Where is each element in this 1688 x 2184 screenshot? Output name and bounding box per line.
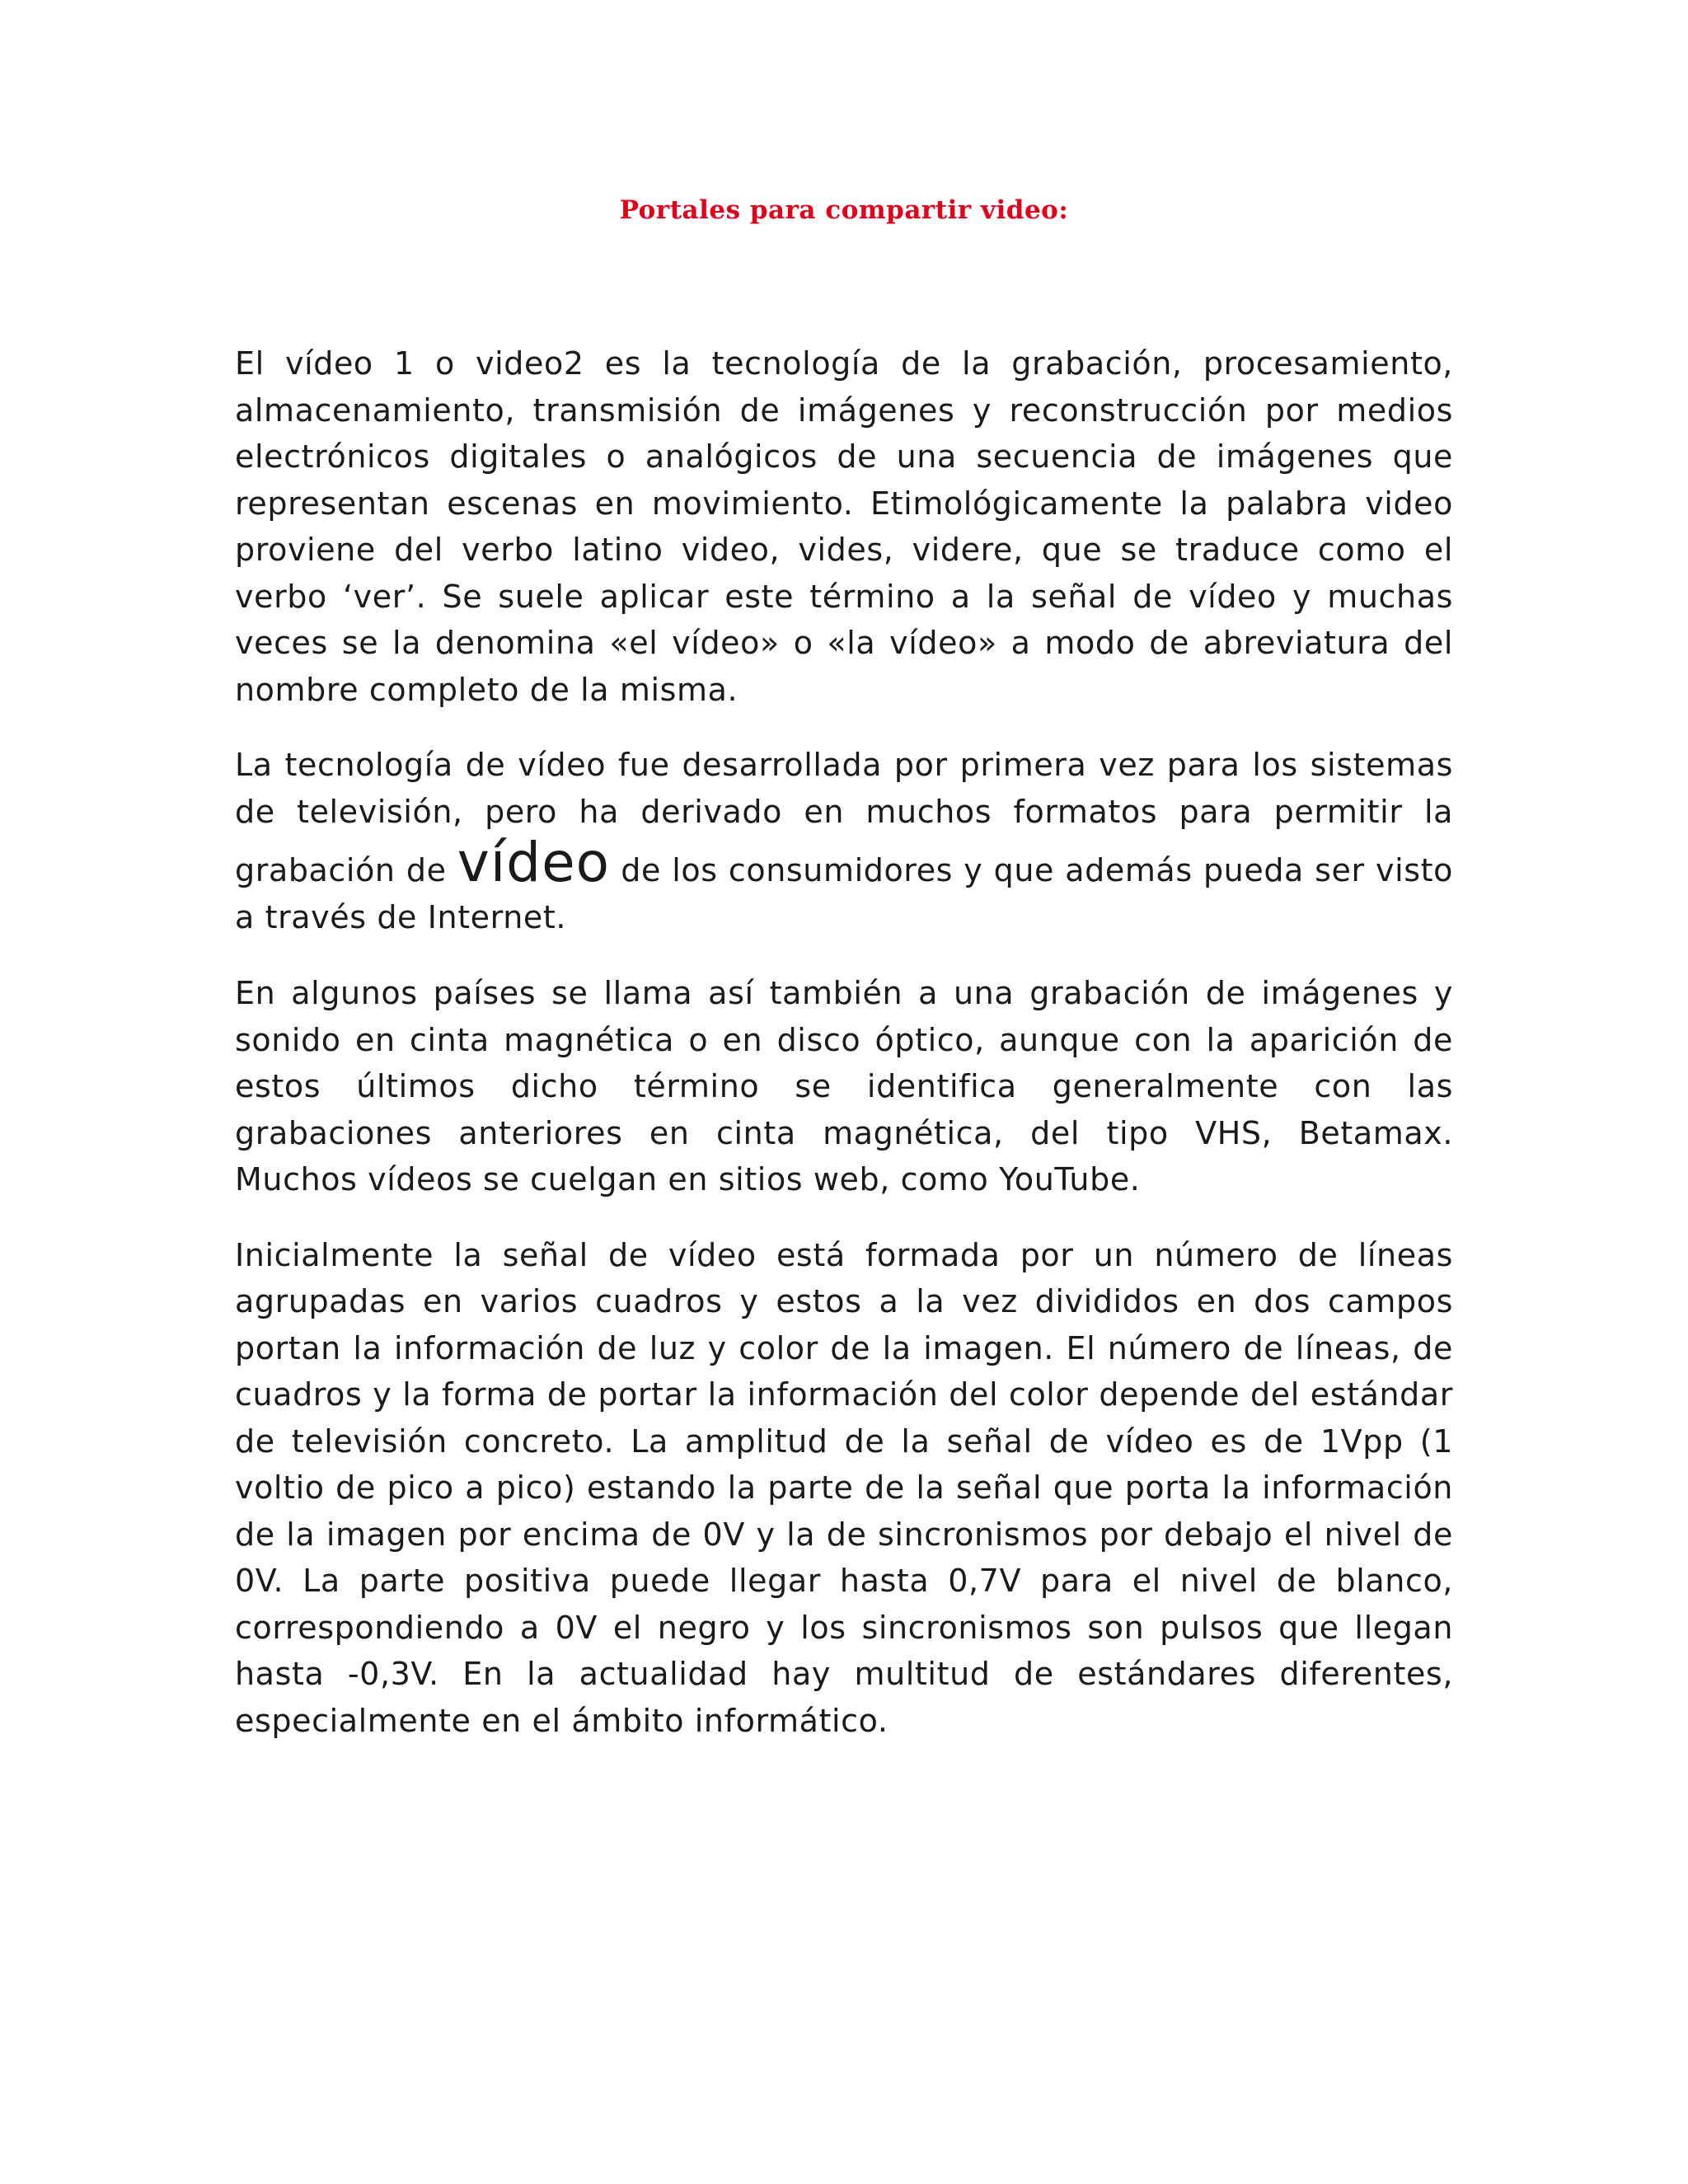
enlarged-word: vídeo: [457, 831, 611, 894]
document-body: [235, 340, 1453, 1773]
document-title: Portales para compartir video:: [619, 195, 1069, 225]
paragraph-video-definition: El vídeo 1 o video2 es la tecnología de la grabación, procesamiento, almacenamiento, transmisión de imágenes y reconstrucción por medios electrónicos digitales o analógicos de una secuencia de imágenes que representan escenas en movimiento. Etimológicamente la palabra video proviene del verbo latino video, vides, videre, que se traduce como el verbo ‘ver’. Se suele aplicar este término a la señal de vídeo y muchas veces se la denomina «el vídeo» o «la vídeo» a modo de abreviatura del nombre completo de la misma.: [235, 345, 1453, 708]
paragraph-text-segment: de los consumidores y que además pueda ser visto a través de Internet.: [235, 852, 1453, 935]
paragraph-video-recordings: En algunos países se llama así también a una grabación de imágenes y sonido en cinta magnética o en disco óptico, aunque con la aparición de estos últimos dicho término se identifica generalmente con las grabaciones anteriores en cinta magnética, del tipo VHS, Betamax. Muchos vídeos se cuelgan en sitios web, como YouTube.: [235, 975, 1453, 1197]
paragraph-video-signal: Inicialmente la señal de vídeo está formada por un número de líneas agrupadas en varios cuadros y estos a la vez divididos en dos campos portan la información de luz y color de la imagen. El número de líneas, de cuadros y la forma de portar la información del color depende del estándar de televisión concreto. La amplitud de la señal de vídeo es de 1Vpp (1 voltio de pico a pico) estando la parte de la señal que porta la información de la imagen por encima de 0V y la de sincronismos por debajo el nivel de 0V. La parte positiva puede llegar hasta 0,7V para el nivel de blanco, correspondiendo a 0V el negro y los sincronismos son pulsos que llegan hasta -0,3V. En la actualidad hay multitud de estándares diferentes, especialmente en el ámbito informático.: [235, 1236, 1453, 1739]
paragraph-video-technology: [235, 742, 1453, 941]
paragraph-text-segment: La tecnología de vídeo fue desarrollada por primera vez para los sistemas de televisión, pero ha derivado en muchos formatos para permitir la grabación de: [235, 747, 1453, 888]
